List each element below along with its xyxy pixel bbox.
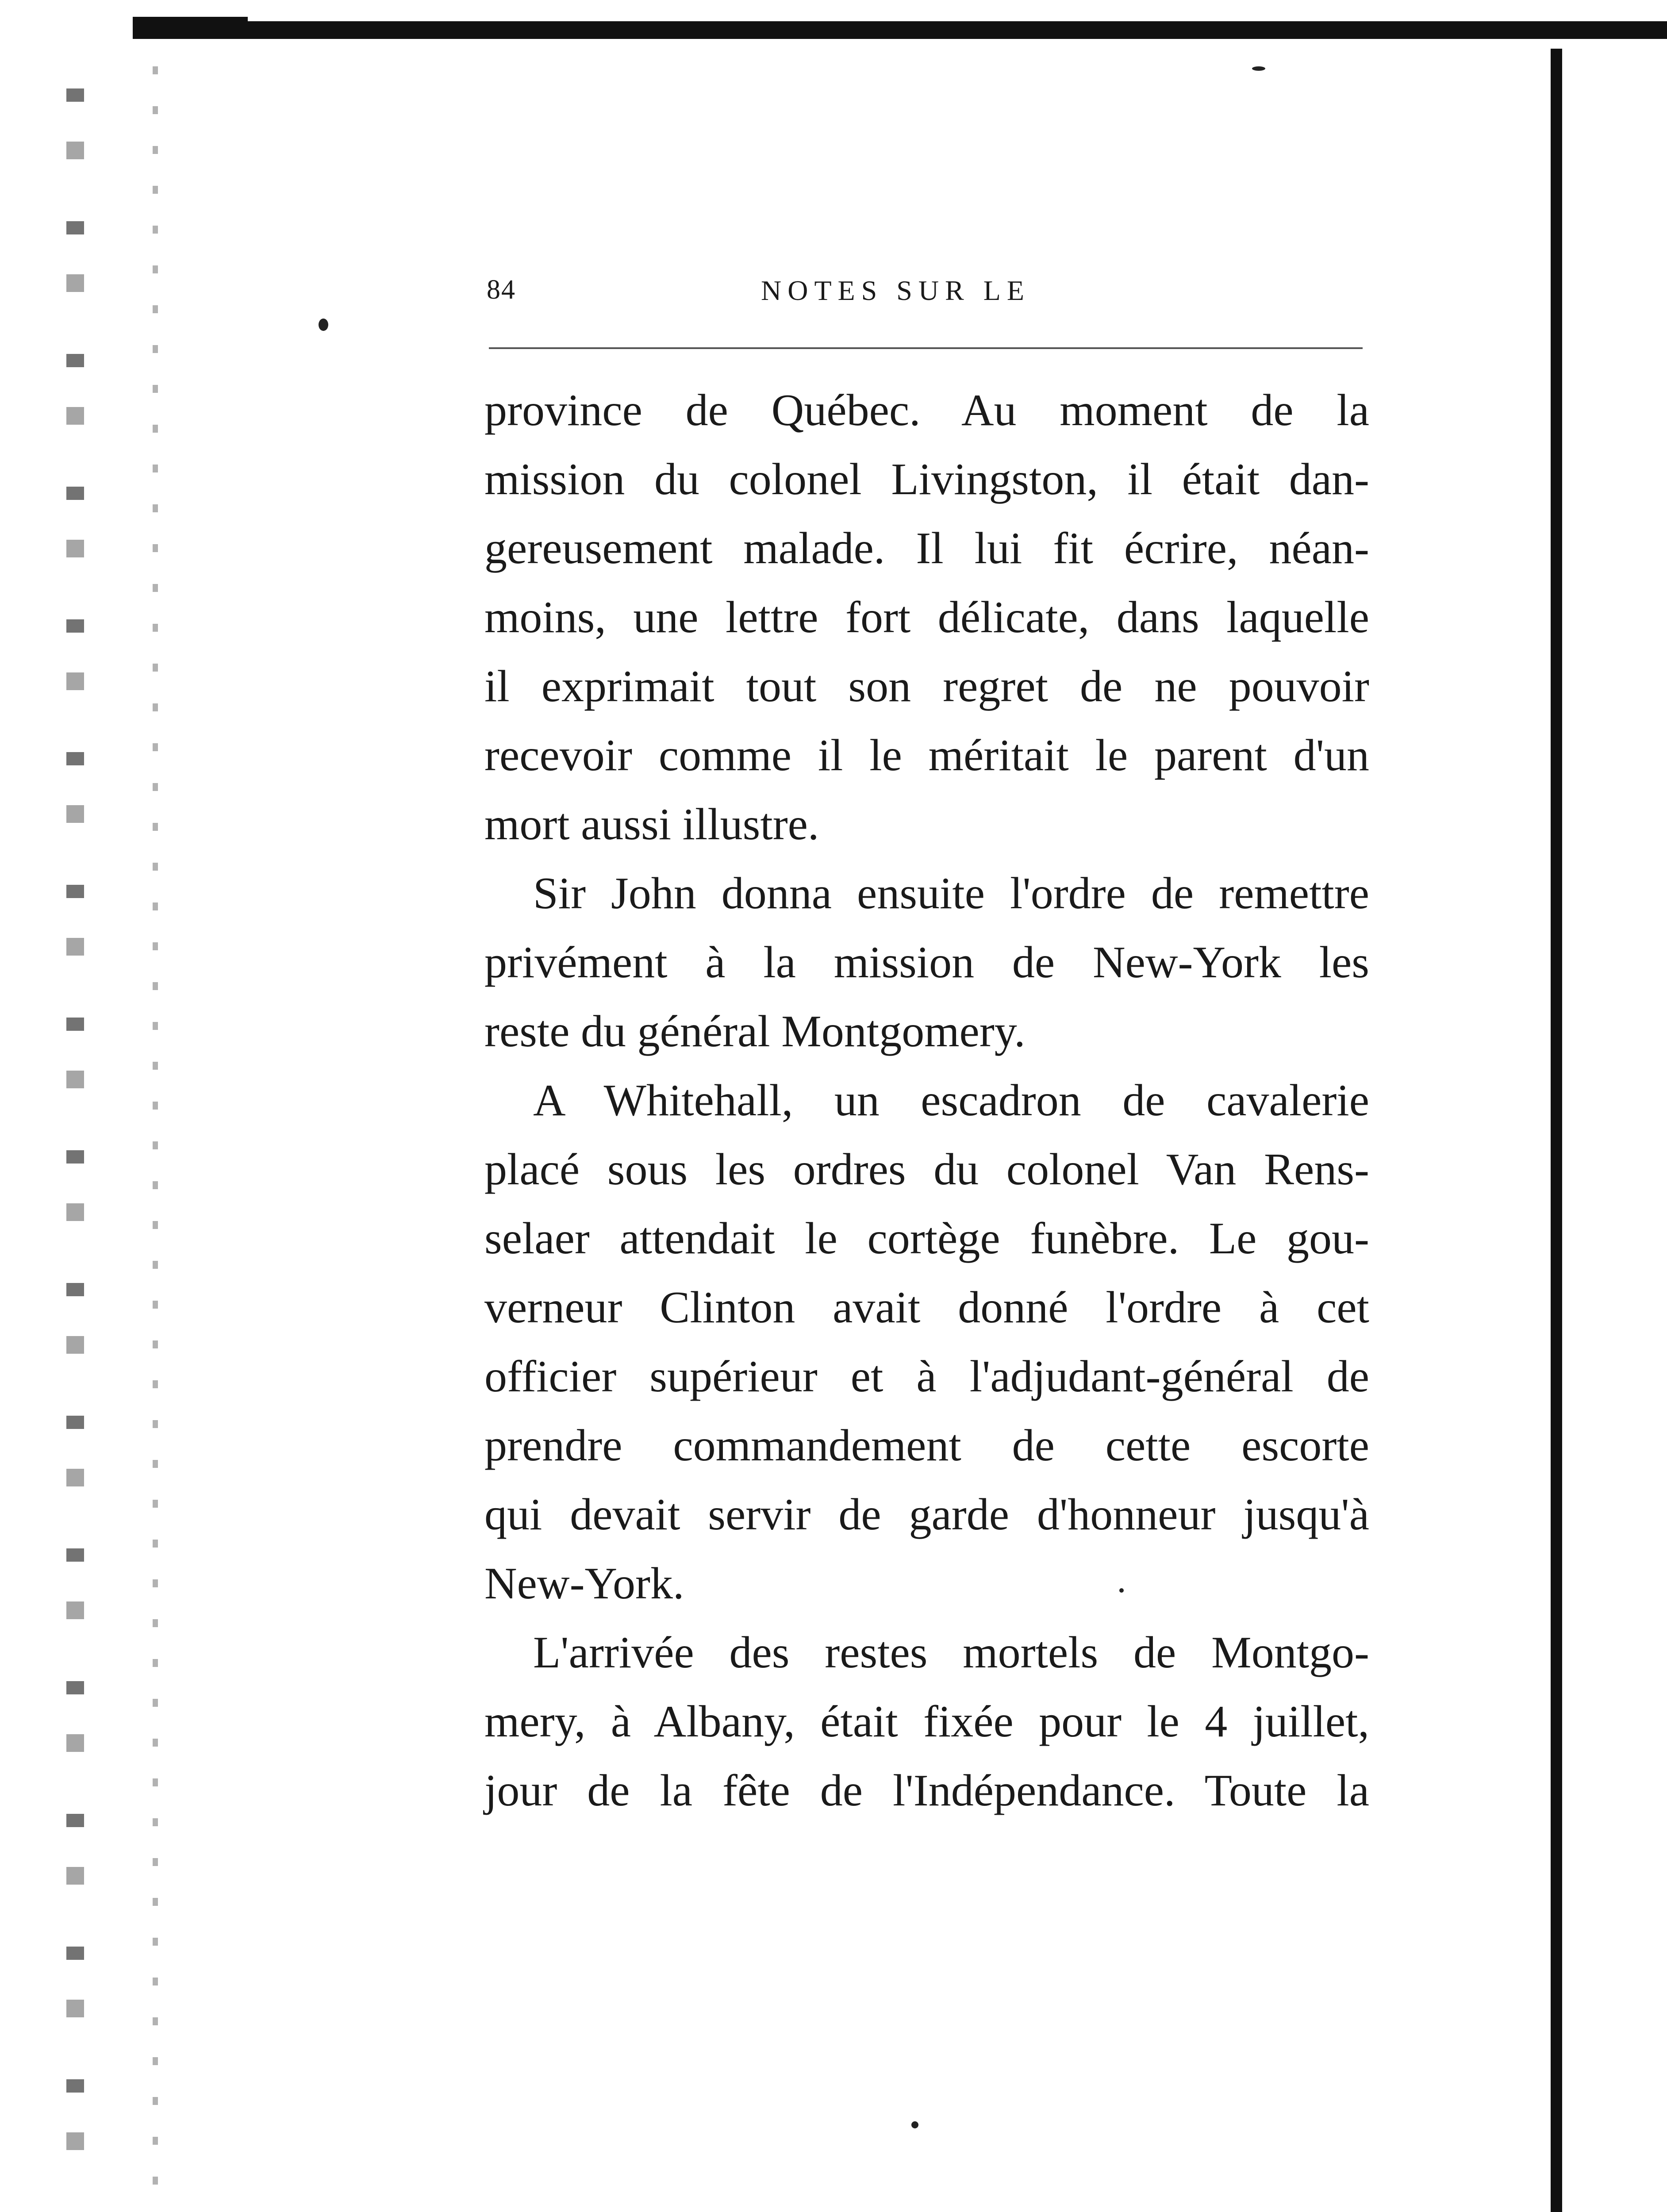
text-line: mery, à Albany, était fixée pour le 4 juillet, [484,1697,1369,1747]
scan-edge-top [133,21,1667,39]
text-line: qui devait servir de garde d'honneur jusqu'à [484,1490,1369,1540]
text-line: reste du général Montgomery. [484,1006,1026,1056]
text-line: placé sous les ordres du colonel Van Rens- [484,1144,1369,1194]
running-header [487,274,1371,314]
text-line: gereusement malade. Il lui fit écrire, néan- [484,523,1369,573]
text-line: verneur Clinton avait donné l'ordre à cet [484,1283,1369,1333]
text-line: prendre commandement de cette escorte [484,1421,1369,1471]
text-line: jour de la fête de l'Indépendance. Toute la [484,1766,1369,1816]
scan-edge-left-inner [153,66,158,2212]
body-text [484,376,1369,1825]
ink-speck [319,319,328,331]
text-line: recevoir comme il le méritait le parent d'un [484,730,1369,780]
text-line: privément à la mission de New-York les [484,937,1369,987]
scan-edge-right [1551,49,1562,2212]
text-line: L'arrivée des restes mortels de Montgo- [533,1628,1369,1678]
text-line: Sir John donna ensuite l'ordre de remettre [533,868,1369,918]
ink-speck [911,2121,918,2128]
text-line: il exprimait tout son regret de ne pouvoir [484,661,1369,711]
text-line: New-York. [484,1559,684,1609]
scan-edge-left [66,88,84,2212]
ink-speck [1252,66,1265,71]
text-line: province de Québec. Au moment de la [484,385,1369,435]
text-line: moins, une lettre fort délicate, dans laquelle [484,592,1369,642]
text-line: mission du colonel Livingston, il était dan- [484,454,1369,504]
text-line: selaer attendait le cortège funèbre. Le gou- [484,1214,1369,1263]
page-number: 84 [487,275,516,305]
header-rule [489,347,1363,349]
text-line: A Whitehall, un escadron de cavalerie [533,1075,1369,1125]
text-line: officier supérieur et à l'adjudant-général de [484,1352,1369,1402]
running-title: NOTES SUR LE [761,275,1030,306]
text-line: mort aussi illustre. [484,799,819,849]
